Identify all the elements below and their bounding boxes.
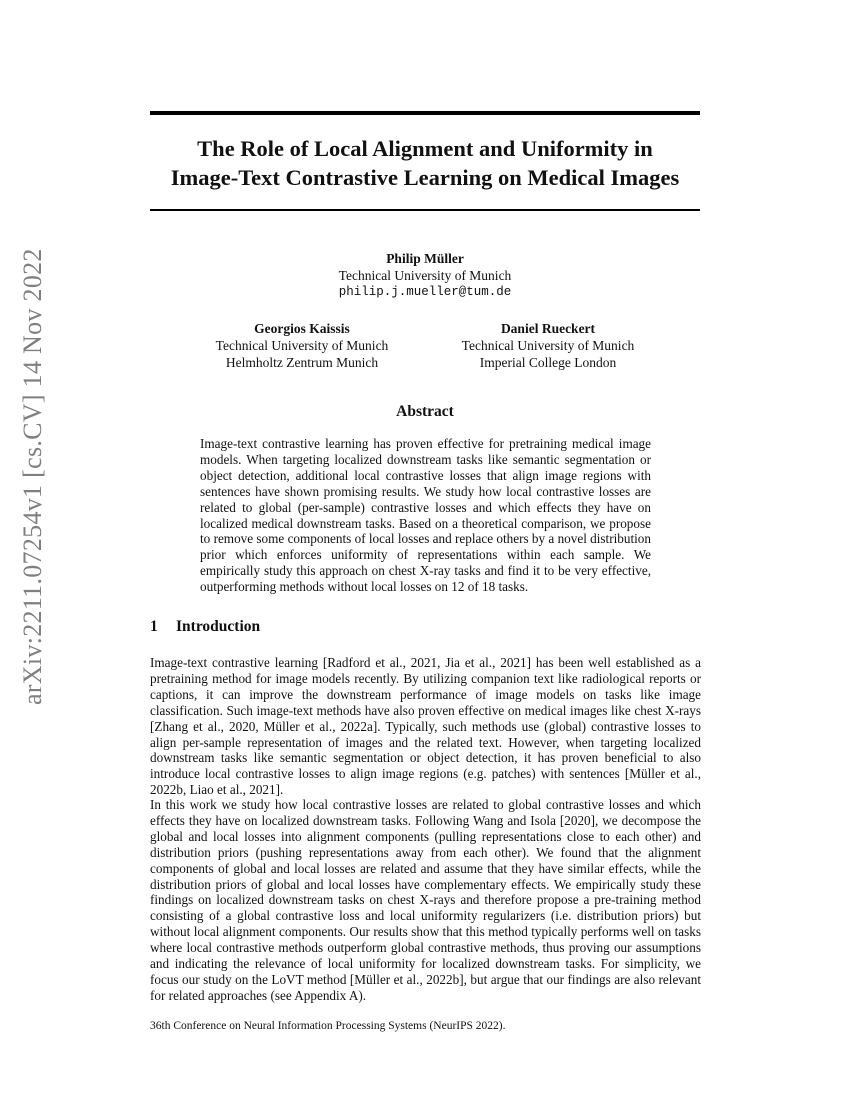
author-affiliation: Imperial College London	[479, 355, 617, 370]
title-line-1: The Role of Local Alignment and Uniformity in	[197, 136, 653, 161]
author-block-1	[275, 250, 575, 301]
conference-footnote: 36th Conference on Neural Information Processing Systems (NeurIPS 2022).	[150, 1020, 506, 1032]
abstract-heading: Abstract	[396, 403, 454, 420]
abstract-text: Image-text contrastive learning has proven effective for pretraining medical image models. When targeting localized downstream tasks like semantic segmentation or object detection, additional local contrastive losses that align image regions with sentences have shown promising results. We study how local contrastive losses are related to global (per-sample) contrastive losses and which effects they have on localized medical downstream tasks. Based on a theoretical comparison, we propose to remove some components of local losses and replace others by a novel distribution prior which enforces uniformity of representations within each sample. We empirically study this approach on chest X-ray tasks and find it to be very effective, outperforming methods without local losses on 12 of 18 tasks.	[200, 436, 651, 595]
section-title: Introduction	[176, 618, 261, 635]
author-block-3	[436, 320, 660, 371]
title-bottom-rule	[150, 209, 700, 211]
title-line-2: Image-Text Contrastive Learning on Medical Images	[170, 165, 680, 190]
section-heading-introduction	[150, 618, 700, 636]
author-affiliation: Technical University of Munich	[215, 338, 389, 353]
intro-paragraph-2: In this work we study how local contrastive losses are related to global contrastive losses and which effects they have on localized downstream tasks. Following Wang and Isola [2020], we decompose the global and local losses into alignment components (pulling representations close to each other) and distribution priors (pushing representations away from each other). We found that the alignment components of global and local losses are related and assume that they have similar effects, while the distribution priors of global and local losses have complementary effects. We empirically study these findings on localized downstream tasks on chest X-rays and therefore propose a pre-training method consisting of a global contrastive loss and local uniformity regularizers (i.e. distribution priors) but without local alignment components. Our results show that this method typically performs well on tasks where local contrastive methods outperform global contrastive methods, thus proving our assumptions and indicating the relevance of local uniformity for localized downstream tasks. For simplicity, we focus our study on the LoVT method [Müller et al., 2022b], but argue that our findings are also relevant for related approaches (see Appendix A).	[150, 797, 701, 1003]
author-affiliation: Helmholtz Zentrum Munich	[225, 355, 379, 370]
paper-title	[150, 134, 700, 192]
arxiv-identifier: arXiv:2211.07254v1 [cs.CV] 14 Nov 2022	[18, 248, 47, 705]
author-affiliation: Technical University of Munich	[461, 338, 635, 353]
author-affiliation: Technical University of Munich	[338, 268, 512, 283]
title-top-rule	[150, 111, 700, 115]
author-name: Georgios Kaissis	[254, 321, 350, 336]
section-number: 1	[150, 618, 158, 635]
author-block-2	[190, 320, 414, 371]
author-name: Philip Müller	[386, 251, 464, 266]
author-email: philip.j.mueller@tum.de	[338, 285, 512, 299]
intro-paragraph-1: Image-text contrastive learning [Radford et al., 2021, Jia et al., 2021] has been well established as a pretraining method for image models recently. By utilizing companion text like radiological reports or captions, it can improve the downstream performance of image models on tasks like image classification. Such image-text methods have also proven effective on medical images like chest X-rays [Zhang et al., 2020, Müller et al., 2022a]. Typically, such methods use (global) contrastive losses to align per-sample representation of images and the related text. However, when targeting localized downstream tasks like semantic segmentation or object detection, it has proven beneficial to also introduce local contrastive losses to align image regions (e.g. patches) with sentences [Müller et al., 2022b, Liao et al., 2021].	[150, 655, 701, 798]
author-name: Daniel Rueckert	[500, 321, 596, 336]
